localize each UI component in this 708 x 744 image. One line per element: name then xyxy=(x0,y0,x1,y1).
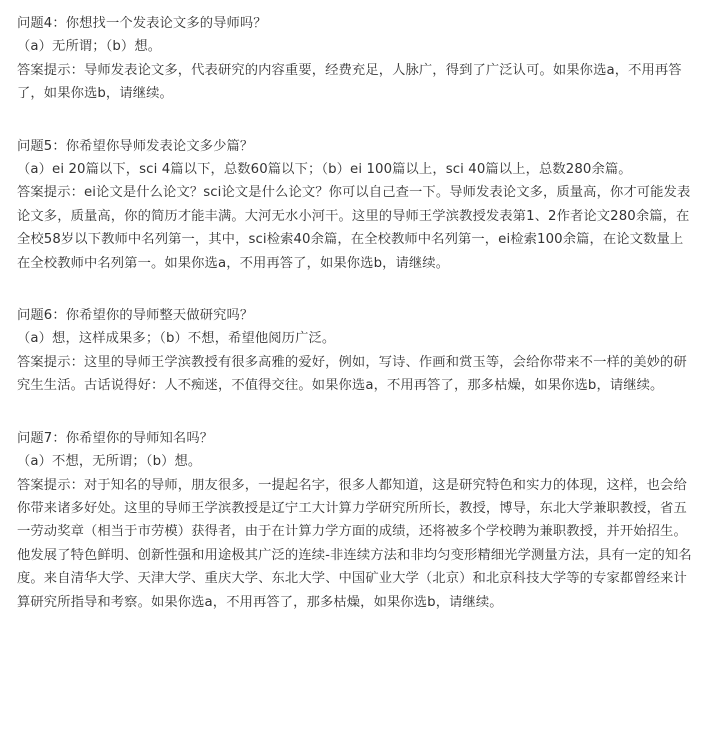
question-block-4 xyxy=(17,12,696,106)
question-title: 问题6：你希望你的导师整天做研究吗？ xyxy=(17,308,254,324)
answer-hint: 答案提示：导师发表论文多，代表研究的内容重要，经费充足，人脉广，得到了广泛认可。如果你选a，不用再答了，如果你选b，请继续。 xyxy=(17,62,682,102)
question-title: 问题5：你希望你导师发表论文多少篇？ xyxy=(17,138,254,154)
answer-hint: 答案提示：这里的导师王学滨教授有很多高雅的爱好，例如，写诗、作画和赏玉等，会给你带来不一样的美妙的研究生生活。古话说得好：人不痴迷，不值得交往。如果你选a，不用再答了，那多枯燥，如果你选b，请继续。 xyxy=(17,354,687,394)
paragraph-gap xyxy=(17,275,696,304)
question-options: （a）ei 20篇以下，sci 4篇以下，总数60篇以下；（b）ei 100篇以上，sci 40篇以上，总数280余篇。 xyxy=(17,162,632,178)
question-options: （a）无所谓；（b）想。 xyxy=(17,39,162,55)
question-options: （a）不想，无所谓；（b）想。 xyxy=(17,454,202,470)
paragraph-gap xyxy=(17,398,696,427)
answer-hint: 答案提示：对于知名的导师，朋友很多，一提起名字，很多人都知道，这是研究特色和实力的体现，这样，也会给你带来诸多好处。这里的导师王学滨教授是辽宁工大计算力学研究所所长，教授，博导，东北大学兼职教授，省五一劳动奖章（相当于市劳模）获得者，由于在计算力学方面的成绩，还将被多个学校聘为兼职教授，并开始招生。他发展了特色鲜明、创新性强和用途极其广泛的连续-非连续方法和非均匀变形精细光学测量方法，具有一定的知名度。来自清华大学、天津大学、重庆大学、东北大学、中国矿业大学（北京）和北京科技大学等的专家都曾经来计算研究所指导和考察。如果你选a，不用再答了，那多枯燥，如果你选b，请继续。 xyxy=(17,477,692,610)
question-block-7 xyxy=(17,427,696,614)
question-options: （a）想，这样成果多；（b）不想，希望他阅历广泛。 xyxy=(17,331,336,347)
question-title: 问题4：你想找一个发表论文多的导师吗？ xyxy=(17,16,267,31)
question-block-5 xyxy=(17,135,696,275)
question-block-6 xyxy=(17,304,696,398)
answer-hint: 答案提示：ei论文是什么论文？sci论文是什么论文？你可以自己查一下。导师发表论文多，质量高，你才可能发表论文多，质量高，你的简历才能丰满。大河无水小河干。这里的导师王学滨教授发表第1、2作者论文280余篇，在全校58岁以下教师中名列第一，其中，sci检索40余篇，在全校教师中名列第一，ei检索100余篇，在论文数量上在全校教师中名列第一。如果你选a，不用再答了，如果你选b，请继续。 xyxy=(17,185,691,271)
paragraph-gap xyxy=(17,106,696,135)
question-title: 问题7：你希望你的导师知名吗？ xyxy=(17,430,214,446)
